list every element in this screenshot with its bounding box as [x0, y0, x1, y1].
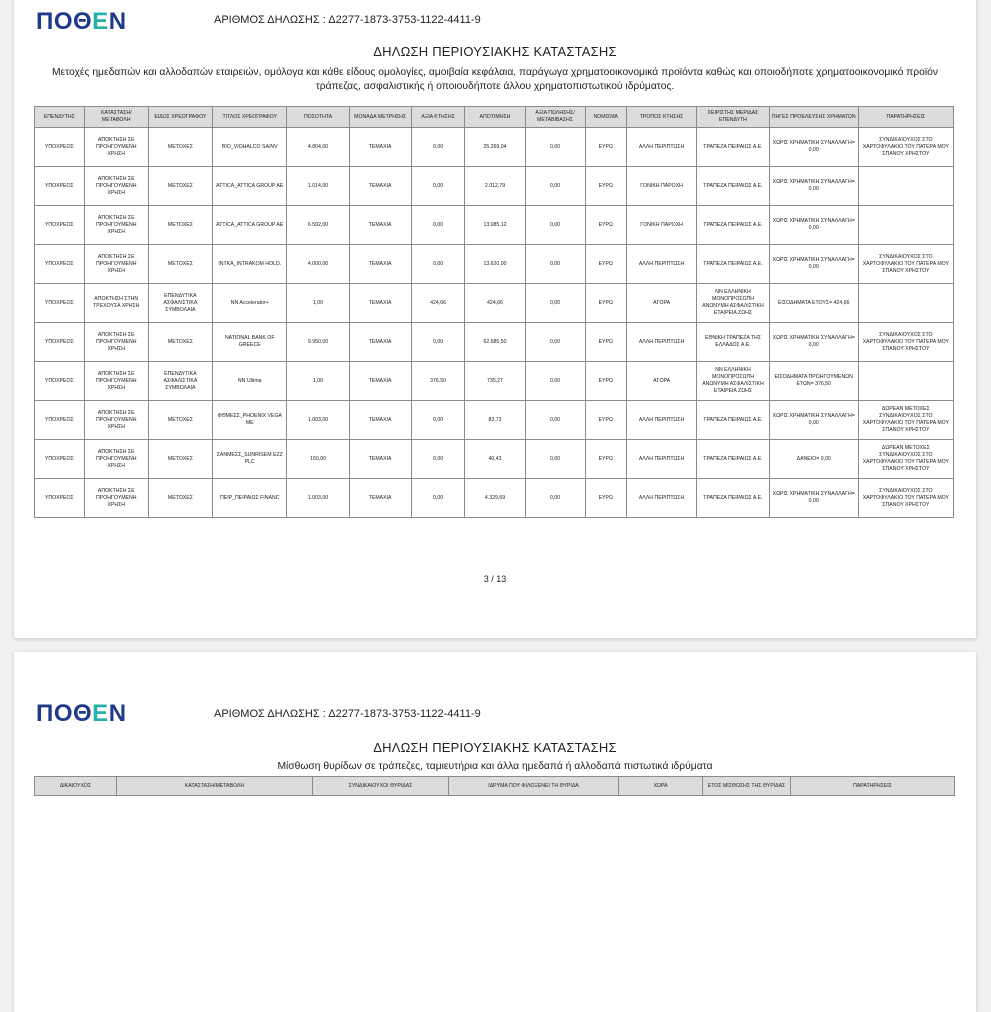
table-cell: ΧΩΡΙΣ ΧΡΗΜΑΤΙΚΗ ΣΥΝΑΛΛΑΓΗ= 0,00: [769, 128, 858, 167]
table-row: [35, 206, 954, 245]
column-header: ΠΟΣΟΤΗΤΑ: [287, 107, 349, 128]
declaration-number: ΑΡΙΘΜΟΣ ΔΗΛΩΣΗΣ : Δ2277-1873-3753-1122-4411-9: [214, 14, 481, 26]
table-cell: ΓΟΝΙΚΗ ΠΑΡΟΧΗ: [626, 167, 696, 206]
table-cell: 0,00: [525, 206, 585, 245]
table-cell: 1.003,00: [287, 479, 349, 518]
table-cell: ATTICA_ATTICA GROUP AE: [212, 167, 287, 206]
table-cell: 735,27: [465, 362, 525, 401]
table-cell: ΑΠΟΚΤΗΣΗ ΣΕ ΠΡΟΗΓΟΥΜΕΝΗ ΧΡΗΣΗ: [84, 167, 148, 206]
table-cell: NN Ultima: [212, 362, 287, 401]
table-row: [35, 362, 954, 401]
table-cell: ΓΟΝΙΚΗ ΠΑΡΟΧΗ: [626, 206, 696, 245]
table-cell: ΑΛΛΗ ΠΕΡΙΠΤΩΣΗ: [626, 401, 696, 440]
table-cell: 0,00: [411, 167, 465, 206]
table-cell: ΑΛΛΗ ΠΕΡΙΠΤΩΣΗ: [626, 323, 696, 362]
table-cell: NN ΕΛΛΗΝΙΚΗ ΜΟΝΟΠΡΟΣΩΠΗ ΑΝΩΝΥΜΗ ΑΣΦΑΛΙΣΤΙΚΗ ΕΤΑΙΡΕΙΑ ΖΩΗΣ: [697, 362, 769, 401]
table-cell: ΔΩΡΕΑΝ ΜΕΤΟΧΕΣ ΣΥΝΔΙΚΑΙΟΥΧΟΣ ΣΤΟ ΧΑΡΤΟΦΥΛΑΚΙΟ ΤΟΥ ΠΑΤΕΡΑ ΜΟΥ ΣΠΑΝΟΥ ΧΡΗΣΤΟΥ: [858, 440, 953, 479]
table-cell: ΥΠΟΧΡΕΟΣ: [35, 128, 85, 167]
table-cell: 0,00: [411, 323, 465, 362]
column-header: ΤΡΟΠΟΣ ΚΤΗΣΗΣ: [626, 107, 696, 128]
table-cell: 0,00: [525, 401, 585, 440]
table-cell: 0,00: [525, 440, 585, 479]
page-number: 3 / 13: [483, 574, 507, 584]
table-cell: ΑΛΛΗ ΠΕΡΙΠΤΩΣΗ: [626, 440, 696, 479]
table-cell: ΕΙΣΟΔΗΜΑΤΑ ΠΡΟΗΓΟΥΜΕΝΩΝ ΕΤΩΝ= 376,50: [769, 362, 858, 401]
table-cell: ΤΡΑΠΕΖΑ ΠΕΙΡΑΙΩΣ Α.Ε.: [697, 167, 769, 206]
table-cell: 0,00: [411, 479, 465, 518]
table-cell: ΑΓΟΡΑ: [626, 284, 696, 323]
table-cell: ΕΠΕΝΔΥΤΙΚΑ ΑΣΦΑΛΙΣΤΙΚΑ ΣΥΜΒΟΛΑΙΑ: [148, 284, 212, 323]
table-cell: ΕΥΡΩ: [585, 440, 626, 479]
table-cell: ΣΥΝΔΙΚΑΙΟΥΧΟΣ ΣΤΟ ΧΑΡΤΟΦΥΛΑΚΙΟ ΤΟΥ ΠΑΤΕΡΑ ΜΟΥ ΣΠΑΝΟΥ ΧΡΗΣΤΟΥ: [858, 245, 953, 284]
column-header: ΙΔΡΥΜΑ ΠΟΥ ΦΙΛΟΞΕΝΕΙ ΤΗ ΘΥΡΙΔΑ: [449, 777, 619, 796]
table-header-row: [35, 107, 954, 128]
table-cell: ΕΙΣΟΔΗΜΑΤΑ ΕΤΟΥΣ= 424,66: [769, 284, 858, 323]
table-cell: 0,00: [525, 284, 585, 323]
column-header: ΕΠΕΝΔΥΤΗΣ: [35, 107, 85, 128]
column-header: ΠΑΡΑΤΗΡΗΣΕΙΣ: [791, 777, 955, 796]
column-header: ΠΗΓΕΣ ΠΡΟΕΛΕΥΣΗΣ ΧΡΗΜΑΤΩΝ: [769, 107, 858, 128]
table-cell: 13.620,00: [465, 245, 525, 284]
table-cell: 0,00: [525, 362, 585, 401]
table-cell: ΤΕΜΑΧΙΑ: [349, 479, 411, 518]
table-cell: ΥΠΟΧΡΕΟΣ: [35, 206, 85, 245]
table-cell: ΕΥΡΩ: [585, 479, 626, 518]
table-cell: 1.003,00: [287, 401, 349, 440]
safe-deposit-table: [34, 776, 955, 796]
column-header: ΑΠΟΤΙΜΗΣΗ: [465, 107, 525, 128]
table-cell: 0,00: [411, 440, 465, 479]
document-title: ΔΗΛΩΣΗ ΠΕΡΙΟΥΣΙΑΚΗΣ ΚΑΤΑΣΤΑΣΗΣ: [373, 740, 617, 755]
table-cell: 424,66: [411, 284, 465, 323]
table-cell: 40,43: [465, 440, 525, 479]
table-cell: ΤΕΜΑΧΙΑ: [349, 206, 411, 245]
table-cell: ΤΡΑΠΕΖΑ ΠΕΙΡΑΙΩΣ Α.Ε.: [697, 128, 769, 167]
table-cell: 4.000,00: [287, 245, 349, 284]
table-cell: ΥΠΟΧΡΕΟΣ: [35, 440, 85, 479]
table-cell: ΧΩΡΙΣ ΧΡΗΜΑΤΙΚΗ ΣΥΝΑΛΛΑΓΗ= 0,00: [769, 206, 858, 245]
table-cell: [858, 284, 953, 323]
table-cell: 25.269,04: [465, 128, 525, 167]
table-cell: 376,50: [411, 362, 465, 401]
column-header: ΜΟΝΑΔΑ ΜΕΤΡΗΣΗΣ: [349, 107, 411, 128]
table-cell: ΑΛΛΗ ΠΕΡΙΠΤΩΣΗ: [626, 245, 696, 284]
section-title-safe-deposit: Μίσθωση θυρίδων σε τράπεζες, ταμιευτήρια και άλλα ημεδαπά ή αλλοδαπά πιστωτικά ιδρύματα: [277, 761, 713, 772]
table-cell: ΣΥΝΔΙΚΑΙΟΥΧΟΣ ΣΤΟ ΧΑΡΤΟΦΥΛΑΚΙΟ ΤΟΥ ΠΑΤΕΡΑ ΜΟΥ ΣΠΑΝΟΥ ΧΡΗΣΤΟΥ: [858, 128, 953, 167]
table-cell: ΜΕΤΟΧΕΣ: [148, 323, 212, 362]
table-cell: ΣΑΝΜΕΣΣ_SUNRISEM EZZ PLC: [212, 440, 287, 479]
table-row: [35, 479, 954, 518]
poothen-logo: ΠΟΘΕΝ: [36, 700, 127, 727]
table-cell: ΜΕΤΟΧΕΣ: [148, 206, 212, 245]
table-cell: NN ΕΛΛΗΝΙΚΗ ΜΟΝΟΠΡΟΣΩΠΗ ΑΝΩΝΥΜΗ ΑΣΦΑΛΙΣΤΙΚΗ ΕΤΑΙΡΕΙΑ ΖΩΗΣ: [697, 284, 769, 323]
table-cell: 150,00: [287, 440, 349, 479]
table-cell: ΕΥΡΩ: [585, 284, 626, 323]
column-header: ΕΙΔΟΣ ΧΡΕΟΓΡΑΦΟΥ: [148, 107, 212, 128]
table-cell: ΠΕΙΡ_ΠΕΙΡΑΙΩΣ FINANC: [212, 479, 287, 518]
declaration-number: ΑΡΙΘΜΟΣ ΔΗΛΩΣΗΣ : Δ2277-1873-3753-1122-4411-9: [214, 708, 481, 720]
document-page-4: [14, 652, 976, 1012]
column-header: ΑΞΙΑ ΚΤΗΣΗΣ: [411, 107, 465, 128]
document-page-3: [14, 0, 976, 638]
table-cell: ΣΥΝΔΙΚΑΙΟΥΧΟΣ ΣΤΟ ΧΑΡΤΟΦΥΛΑΚΙΟ ΤΟΥ ΠΑΤΕΡΑ ΜΟΥ ΣΠΑΝΟΥ ΧΡΗΣΤΟΥ: [858, 323, 953, 362]
table-cell: ΤΕΜΑΧΙΑ: [349, 440, 411, 479]
table-row: [35, 440, 954, 479]
table-cell: 83,73: [465, 401, 525, 440]
table-cell: 0,00: [411, 206, 465, 245]
table-cell: ΑΠΟΚΤΗΣΗ ΣΕ ΠΡΟΗΓΟΥΜΕΝΗ ΧΡΗΣΗ: [84, 128, 148, 167]
table-cell: ΧΩΡΙΣ ΧΡΗΜΑΤΙΚΗ ΣΥΝΑΛΛΑΓΗ= 0,00: [769, 479, 858, 518]
table-cell: ΤΡΑΠΕΖΑ ΠΕΙΡΑΙΩΣ Α.Ε.: [697, 401, 769, 440]
table-cell: NATIONAL BANK OF GREECE: [212, 323, 287, 362]
column-header: ΚΑΤΑΣΤΑΣΗ/ΜΕΤΑΒΟΛΗ: [117, 777, 313, 796]
table-cell: ΦΘΜΕΣΣ_PHOENIX VEGA ME: [212, 401, 287, 440]
table-cell: ΜΕΤΟΧΕΣ: [148, 440, 212, 479]
table-cell: ΔΩΡΕΑΝ ΜΕΤΟΧΕΣ ΣΥΝΔΙΚΑΙΟΥΧΟΣ ΣΤΟ ΧΑΡΤΟΦΥΛΑΚΙΟ ΤΟΥ ΠΑΤΕΡΑ ΜΟΥ ΣΠΑΝΟΥ ΧΡΗΣΤΟΥ: [858, 401, 953, 440]
table-cell: ΥΠΟΧΡΕΟΣ: [35, 284, 85, 323]
table-cell: 0,00: [525, 167, 585, 206]
table-cell: 0,00: [525, 479, 585, 518]
table-cell: ΑΠΟΚΤΗΣΗ ΣΕ ΠΡΟΗΓΟΥΜΕΝΗ ΧΡΗΣΗ: [84, 440, 148, 479]
table-header-row: [35, 777, 955, 796]
table-cell: 0,00: [411, 401, 465, 440]
table-cell: ΕΥΡΩ: [585, 401, 626, 440]
table-cell: ΕΥΡΩ: [585, 206, 626, 245]
table-cell: ΧΩΡΙΣ ΧΡΗΜΑΤΙΚΗ ΣΥΝΑΛΛΑΓΗ= 0,00: [769, 401, 858, 440]
table-cell: ΔΑΝΕΙΟ= 0,00: [769, 440, 858, 479]
table-cell: ΥΠΟΧΡΕΟΣ: [35, 167, 85, 206]
table-cell: ΕΥΡΩ: [585, 245, 626, 284]
table-row: [35, 128, 954, 167]
document-title: ΔΗΛΩΣΗ ΠΕΡΙΟΥΣΙΑΚΗΣ ΚΑΤΑΣΤΑΣΗΣ: [373, 44, 617, 59]
table-cell: 1,00: [287, 362, 349, 401]
table-row: [35, 284, 954, 323]
table-cell: ΑΠΟΚΤΗΣΗ ΣΕ ΠΡΟΗΓΟΥΜΕΝΗ ΧΡΗΣΗ: [84, 206, 148, 245]
table-cell: ΤΕΜΑΧΙΑ: [349, 362, 411, 401]
table-cell: ΕΥΡΩ: [585, 167, 626, 206]
column-header: ΔΙΚΑΙΟΥΧΟΣ: [35, 777, 117, 796]
section-title-securities: Μετοχές ημεδαπών και αλλοδαπών εταιρειών, ομόλογα και κάθε είδους ομολογίες, αμοιβαία κεφάλαια, παράγωγα χρηματοοικονομικά προϊόντα καθώς και οποιοδήποτε χρηματοοικονομικό προϊόν τράπεζας, ασφαλιστικής ή οποιουδήποτε άλλου χρηματοπιστωτικού ιδρύματος.: [51, 67, 939, 92]
table-cell: ΥΠΟΧΡΕΟΣ: [35, 401, 85, 440]
table-cell: ΕΠΕΝΔΥΤΙΚΑ ΑΣΦΑΛΙΣΤΙΚΑ ΣΥΜΒΟΛΑΙΑ: [148, 362, 212, 401]
table-row: [35, 245, 954, 284]
table-cell: 2.012,79: [465, 167, 525, 206]
column-header: ΧΩΡΑ: [619, 777, 703, 796]
table-cell: ΤΕΜΑΧΙΑ: [349, 401, 411, 440]
table-cell: ΕΥΡΩ: [585, 323, 626, 362]
table-cell: 4.804,00: [287, 128, 349, 167]
table-cell: ΤΕΜΑΧΙΑ: [349, 284, 411, 323]
column-header: ΝΟΜΙΣΜΑ: [585, 107, 626, 128]
table-cell: ΧΩΡΙΣ ΧΡΗΜΑΤΙΚΗ ΣΥΝΑΛΛΑΓΗ= 0,00: [769, 167, 858, 206]
table-cell: ΥΠΟΧΡΕΟΣ: [35, 323, 85, 362]
table-cell: ΧΩΡΙΣ ΧΡΗΜΑΤΙΚΗ ΣΥΝΑΛΛΑΓΗ= 0,00: [769, 323, 858, 362]
column-header: ΧΕΙΡΙΣΤΗΣ ΜΕΡΙΔΑΣ ΕΠΕΝΔΥΤΗ: [697, 107, 769, 128]
table-cell: ATTICA_ATTICA GROUP AE: [212, 206, 287, 245]
table-cell: ΑΓΟΡΑ: [626, 362, 696, 401]
table-cell: ΤΕΜΑΧΙΑ: [349, 323, 411, 362]
table-cell: ΤΡΑΠΕΖΑ ΠΕΙΡΑΙΩΣ Α.Ε.: [697, 440, 769, 479]
table-cell: 62.685,50: [465, 323, 525, 362]
table-cell: ΤΡΑΠΕΖΑ ΠΕΙΡΑΙΩΣ Α.Ε.: [697, 206, 769, 245]
table-cell: ΕΘΝΙΚΗ ΤΡΑΠΕΖΑ ΤΗΣ ΕΛΛΑΔΟΣ Α.Ε.: [697, 323, 769, 362]
column-header: ΤΙΤΛΟΣ ΧΡΕΟΓΡΑΦΟΥ: [212, 107, 287, 128]
table-cell: 0,00: [411, 128, 465, 167]
table-cell: ΜΕΤΟΧΕΣ: [148, 128, 212, 167]
table-cell: ΕΥΡΩ: [585, 128, 626, 167]
table-cell: [858, 362, 953, 401]
column-header: ΠΑΡΑΤΗΡΗΣΕΙΣ: [858, 107, 953, 128]
table-cell: ΥΠΟΧΡΕΟΣ: [35, 362, 85, 401]
table-cell: ΤΕΜΑΧΙΑ: [349, 128, 411, 167]
table-cell: INTKA_INTRAKOM HOLD.: [212, 245, 287, 284]
table-cell: [858, 206, 953, 245]
table-cell: NN Accelerator+: [212, 284, 287, 323]
table-cell: ΜΕΤΟΧΕΣ: [148, 167, 212, 206]
table-row: [35, 167, 954, 206]
table-cell: 0,00: [525, 323, 585, 362]
table-cell: 0,00: [525, 245, 585, 284]
table-row: [35, 323, 954, 362]
table-cell: 1,00: [287, 284, 349, 323]
table-cell: ΤΕΜΑΧΙΑ: [349, 245, 411, 284]
table-cell: ΤΡΑΠΕΖΑ ΠΕΙΡΑΙΩΣ Α.Ε.: [697, 479, 769, 518]
table-cell: ΜΕΤΟΧΕΣ: [148, 479, 212, 518]
table-cell: 9.950,00: [287, 323, 349, 362]
table-cell: ΧΩΡΙΣ ΧΡΗΜΑΤΙΚΗ ΣΥΝΑΛΛΑΓΗ= 0,00: [769, 245, 858, 284]
table-cell: ΑΠΟΚΤΗΣΗ ΣΕ ΠΡΟΗΓΟΥΜΕΝΗ ΧΡΗΣΗ: [84, 401, 148, 440]
table-cell: ΑΠΟΚΤΗΣΗ ΣΕ ΠΡΟΗΓΟΥΜΕΝΗ ΧΡΗΣΗ: [84, 323, 148, 362]
table-cell: ΥΠΟΧΡΕΟΣ: [35, 479, 85, 518]
table-cell: 6.592,00: [287, 206, 349, 245]
table-cell: 424,66: [465, 284, 525, 323]
table-cell: ΜΕΤΟΧΕΣ: [148, 245, 212, 284]
table-cell: ΑΠΟΚΤΗΣΗ ΣΤΗΝ ΤΡΕΧΟΥΣΑ ΧΡΗΣΗ: [84, 284, 148, 323]
table-cell: 0,00: [525, 128, 585, 167]
table-cell: ΑΠΟΚΤΗΣΗ ΣΕ ΠΡΟΗΓΟΥΜΕΝΗ ΧΡΗΣΗ: [84, 362, 148, 401]
table-cell: ΑΛΛΗ ΠΕΡΙΠΤΩΣΗ: [626, 128, 696, 167]
securities-table: [34, 106, 954, 518]
table-cell: ΥΠΟΧΡΕΟΣ: [35, 245, 85, 284]
table-cell: ΑΠΟΚΤΗΣΗ ΣΕ ΠΡΟΗΓΟΥΜΕΝΗ ΧΡΗΣΗ: [84, 479, 148, 518]
table-cell: ΒΙΟ_VIOHALCO SA/NV: [212, 128, 287, 167]
table-cell: 1.014,00: [287, 167, 349, 206]
table-cell: ΣΥΝΔΙΚΑΙΟΥΧΟΣ ΣΤΟ ΧΑΡΤΟΦΥΛΑΚΙΟ ΤΟΥ ΠΑΤΕΡΑ ΜΟΥ ΣΠΑΝΟΥ ΧΡΗΣΤΟΥ: [858, 479, 953, 518]
table-cell: [858, 167, 953, 206]
table-cell: ΤΕΜΑΧΙΑ: [349, 167, 411, 206]
table-cell: 4.329,69: [465, 479, 525, 518]
table-cell: ΕΥΡΩ: [585, 362, 626, 401]
table-cell: 0,00: [411, 245, 465, 284]
poothen-logo: ΠΟΘΕΝ: [36, 8, 127, 35]
column-header: ΕΤΟΣ ΜΙΣΘΩΣΗΣ ΤΗΣ ΘΥΡΙΔΑΣ: [703, 777, 791, 796]
table-cell: ΤΡΑΠΕΖΑ ΠΕΙΡΑΙΩΣ Α.Ε.: [697, 245, 769, 284]
table-cell: ΑΛΛΗ ΠΕΡΙΠΤΩΣΗ: [626, 479, 696, 518]
table-cell: ΜΕΤΟΧΕΣ: [148, 401, 212, 440]
table-row: [35, 401, 954, 440]
column-header: ΚΑΤΑΣΤΑΣΗ/ ΜΕΤΑΒΟΛΗ: [84, 107, 148, 128]
table-cell: 13.085,12: [465, 206, 525, 245]
table-cell: ΑΠΟΚΤΗΣΗ ΣΕ ΠΡΟΗΓΟΥΜΕΝΗ ΧΡΗΣΗ: [84, 245, 148, 284]
column-header: ΑΞΙΑ ΠΩΛΗΣΗΣ/ ΜΕΤΑΒΙΒΑΣΗΣ: [525, 107, 585, 128]
column-header: ΣΥΝΔΙΚΑΙΟΥΧΟΙ ΘΥΡΙΔΑΣ: [313, 777, 449, 796]
